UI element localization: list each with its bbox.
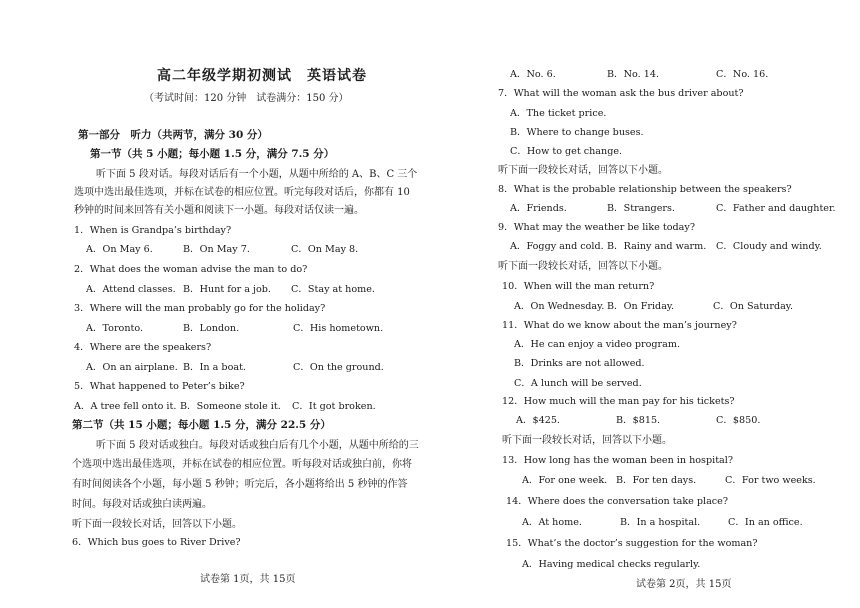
question-15: 15．What’s the doctor’s suggestion for the woman?	[506, 538, 758, 549]
instr2-line: 听下面 5 段对话或独白。每段对话或独白后有几个小题，从题中所给的三	[96, 440, 419, 451]
option: A．Attend classes.	[86, 284, 176, 295]
question-7: 7．What will the woman ask the bus driver about?	[498, 88, 744, 99]
instr2-line: 有时间阅读各个小题，每小题 5 秒钟；听完后，各小题将给出 5 秒钟的作答	[72, 479, 408, 490]
page-right	[430, 0, 860, 608]
option: C．On Saturday.	[713, 301, 793, 312]
question-14: 14．Where does the conversation take place?	[506, 496, 728, 507]
option: A．The ticket price.	[510, 108, 607, 119]
option: B．For ten days.	[616, 475, 697, 486]
option: B．Drinks are not allowed.	[514, 358, 645, 369]
long-dialogue-note: 听下面一段较长对话，回答以下小题。	[72, 519, 242, 530]
option: A．Having medical checks regularly.	[522, 559, 701, 570]
option: B．$815.	[616, 415, 661, 426]
section1-heading: 第一节（共 5 小题；每小题 1.5 分，满分 7.5 分）	[90, 148, 335, 160]
page-footer: 试卷第 2页，共 15页	[636, 579, 732, 590]
option: A．On an airplane.	[86, 362, 178, 373]
long-dialogue-note: 听下面一段较长对话，回答以下小题。	[498, 165, 668, 176]
question-6: 6．Which bus goes to River Drive?	[72, 537, 241, 548]
long-dialogue-note: 听下面一段较长对话，回答以下小题。	[502, 435, 672, 446]
option: B．No. 14.	[607, 69, 660, 80]
option: B．Someone stole it.	[180, 401, 281, 412]
option: C．Cloudy and windy.	[716, 241, 822, 252]
option: B．Rainy and warm.	[607, 241, 707, 252]
question-10: 10．When will the man return?	[502, 281, 655, 292]
option: A．No. 6.	[510, 69, 556, 80]
option: A．He can enjoy a video program.	[514, 339, 681, 350]
option: C．$850.	[716, 415, 761, 426]
exam-subtitle: （考试时间：120 分钟 试卷满分：150 分）	[144, 93, 349, 104]
option: C．No. 16.	[716, 69, 769, 80]
instr1-line: 选项中选出最佳选项，并标在试卷的相应位置。听完每段对话后，你都有 10	[74, 187, 410, 198]
question-5: 5．What happened to Peter’s bike?	[74, 381, 245, 392]
question-8: 8．What is the probable relationship between the speakers?	[498, 184, 792, 195]
instr2-line: 时间。每段对话或独白读两遍。	[72, 499, 212, 510]
section2-heading: 第二节（共 15 小题；每小题 1.5 分，满分 22.5 分）	[72, 419, 331, 431]
exam-title: 高二年级学期初测试 英语试卷	[157, 68, 367, 84]
option: B．Hunt for a job.	[183, 284, 271, 295]
option: C．How to get change.	[510, 146, 623, 157]
option: C．In an office.	[728, 517, 803, 528]
option: A．On May 6.	[86, 244, 153, 255]
question-4: 4．Where are the speakers?	[74, 342, 212, 353]
question-11: 11．What do we know about the man’s journey?	[502, 320, 737, 331]
option: A．On Wednesday.	[514, 301, 605, 312]
page-footer: 试卷第 1页，共 15页	[200, 574, 296, 585]
option: C．A lunch will be served.	[514, 378, 642, 389]
question-9: 9．What may the weather be like today?	[498, 222, 695, 233]
part1-heading: 第一部分 听力（共两节，满分 30 分）	[78, 129, 268, 141]
instr2-line: 个选项中选出最佳选项，并标在试卷的相应位置。听每段对话或独白前，你将	[72, 459, 412, 470]
option: A．Foggy and cold.	[510, 241, 604, 252]
option: A．$425.	[516, 415, 560, 426]
option: A．At home.	[522, 517, 582, 528]
option: B．On May 7.	[183, 244, 250, 255]
option: C．His hometown.	[293, 323, 384, 334]
question-12: 12．How much will the man pay for his tickets?	[502, 396, 735, 407]
option: A．A tree fell onto it.	[74, 401, 177, 412]
question-1: 1．When is Grandpa’s birthday?	[74, 225, 232, 236]
option: B．Where to change buses.	[510, 127, 644, 138]
long-dialogue-note: 听下面一段较长对话，回答以下小题。	[498, 261, 668, 272]
option: C．On May 8.	[291, 244, 359, 255]
option: C．It got broken.	[292, 401, 376, 412]
option: B．In a hospital.	[620, 517, 701, 528]
option: C．Stay at home.	[291, 284, 375, 295]
question-2: 2．What does the woman advise the man to do?	[74, 264, 308, 275]
option: A．For one week.	[522, 475, 608, 486]
option: B．Strangers.	[607, 203, 675, 214]
question-13: 13．How long has the woman been in hospital?	[502, 455, 733, 466]
instr1-line: 秒钟的时间来回答有关小题和阅读下一小题。每段对话仅读一遍。	[74, 205, 364, 216]
option: A．Toronto.	[86, 323, 144, 334]
option: A．Friends.	[510, 203, 567, 214]
option: B．In a boat.	[183, 362, 246, 373]
option: C．For two weeks.	[725, 475, 816, 486]
instr1-line: 听下面 5 段对话。每段对话后有一个小题，从题中所给的 A、B、C 三个	[96, 169, 418, 180]
question-3: 3．Where will the man probably go for the holiday?	[74, 303, 326, 314]
option: C．On the ground.	[293, 362, 384, 373]
option: B．London.	[183, 323, 240, 334]
option: B．On Friday.	[607, 301, 675, 312]
option: C．Father and daughter.	[716, 203, 836, 214]
